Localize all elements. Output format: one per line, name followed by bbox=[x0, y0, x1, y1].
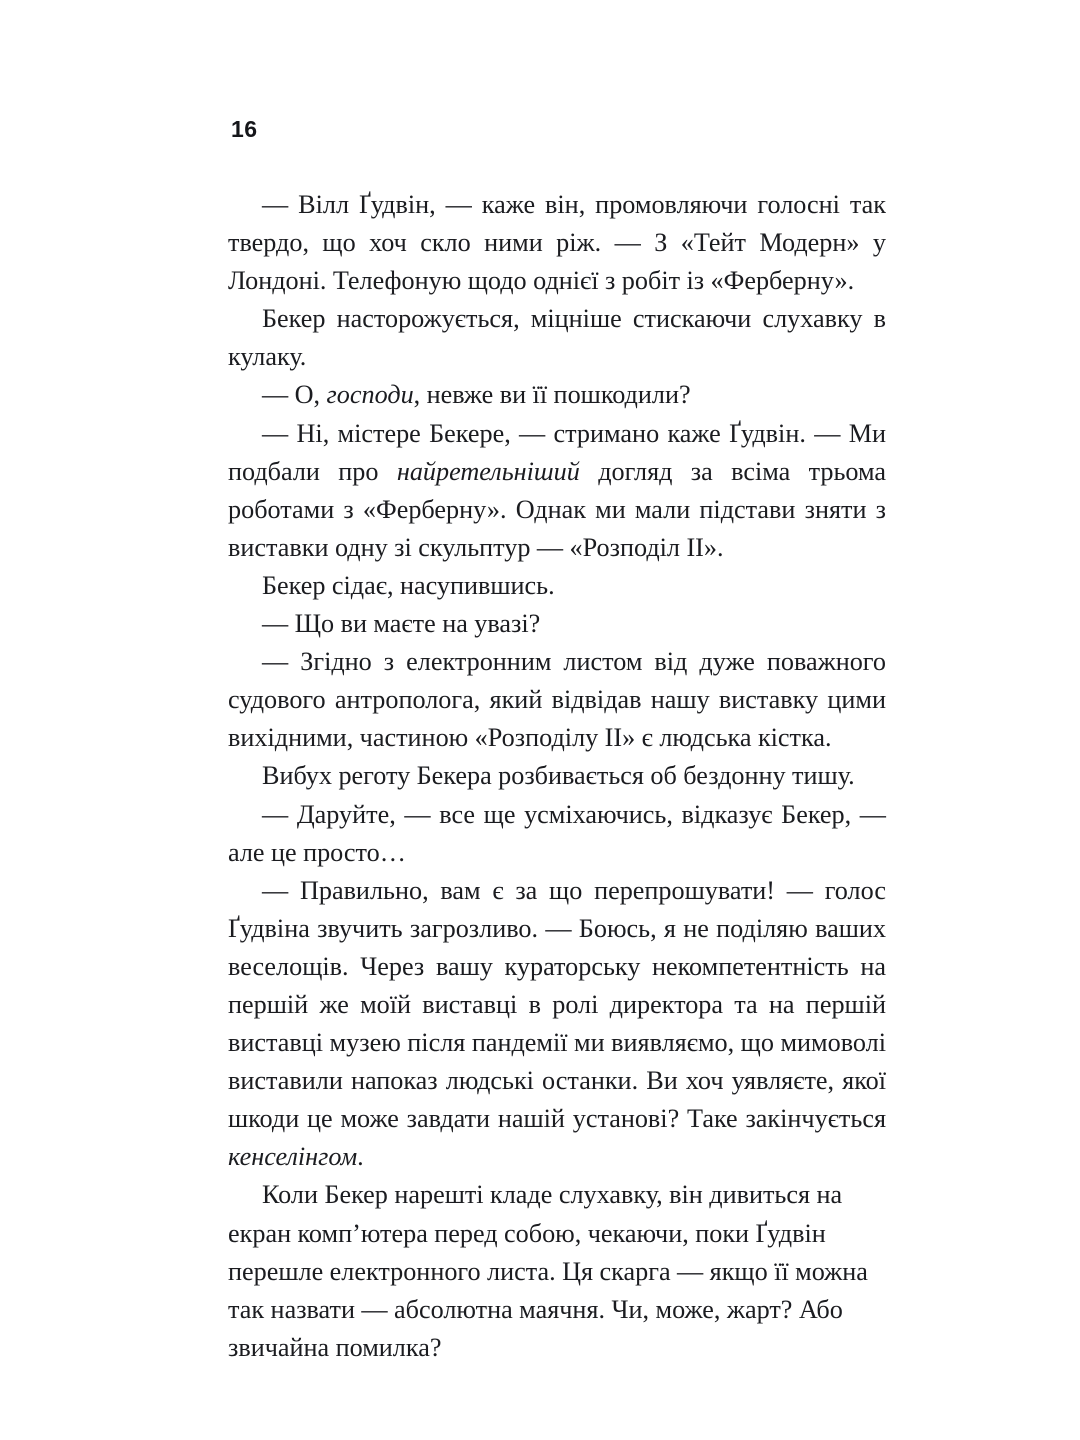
body-text-block bbox=[228, 186, 886, 1367]
text-run: Коли Бекер нарешті кладе слухавку, він дивиться на екран компʼютера перед собою, чекаючи, поки Ґудвін перешле електронного листа. Ця скарга — якщо її можна так назвати — абсолютна маячня. Чи, може, жарт? Або звичайна помилка? bbox=[228, 1180, 868, 1362]
text-run: — Вілл Ґудвін, — каже він, промовляючи голосні так твердо, що хоч скло ними ріж. — З «Тейт Модерн» у Лондоні. Телефоную щодо однієї з робіт із «Ферберну». bbox=[228, 190, 886, 296]
text-run: — Даруйте, — все ще усміхаючись, відказує Бекер, — але це просто… bbox=[228, 799, 886, 867]
text-run: . bbox=[357, 1142, 364, 1172]
text-run: — О, bbox=[262, 380, 327, 410]
text-run: — Що ви маєте на увазі? bbox=[262, 609, 541, 639]
paragraph bbox=[228, 186, 886, 300]
paragraph bbox=[228, 796, 886, 872]
text-run: — Правильно, вам є за що перепрошувати! — голос Ґудвіна звучить загрозливо. — Боюсь, я не поділяю ваших веселощів. Через вашу кураторську некомпетентність на першій же моїй виставці в ролі директора та на першій виставці музею після пандемії ми виявляємо, що мимоволі виставили напоказ людські останки. Ви хоч уявляєте, якої шкоди це може завдати нашій установі? Таке закінчується bbox=[228, 875, 886, 1134]
paragraph bbox=[228, 605, 886, 643]
paragraph bbox=[228, 872, 886, 1177]
paragraph bbox=[228, 1176, 886, 1366]
paragraph bbox=[228, 376, 886, 414]
paragraph bbox=[228, 415, 886, 567]
paragraph bbox=[228, 757, 886, 795]
paragraph bbox=[228, 567, 886, 605]
text-run: — Ні, містере Бекере, — стримано каже Ґудвін. — Ми подбали про bbox=[228, 418, 886, 486]
text-run: догляд за всіма трьома роботами з «Ферберну». Однак ми мали підстави зняти з виставки одну зі скульптур — «Розподіл II». bbox=[228, 456, 886, 562]
text-run: Бекер насторожується, міцніше стискаючи слухавку в кулаку. bbox=[228, 304, 886, 372]
paragraph bbox=[228, 643, 886, 757]
emphasis-text: кенселінгом bbox=[228, 1142, 358, 1172]
emphasis-text: господи bbox=[326, 380, 414, 410]
text-run: Вибух реготу Бекера розбивається об бездонну тишу. bbox=[262, 761, 855, 791]
page-number: 16 bbox=[231, 116, 258, 142]
text-run: Бекер сідає, насупившись. bbox=[262, 570, 555, 600]
emphasis-text: найретельніший bbox=[396, 456, 580, 486]
paragraph bbox=[228, 300, 886, 376]
text-run: — Згідно з електронним листом від дуже поважного судового антрополога, який відвідав нашу виставку цими вихідними, частиною «Розподілу II» є людська кістка. bbox=[228, 647, 886, 753]
text-run: , невже ви її пошкодили? bbox=[413, 380, 691, 410]
